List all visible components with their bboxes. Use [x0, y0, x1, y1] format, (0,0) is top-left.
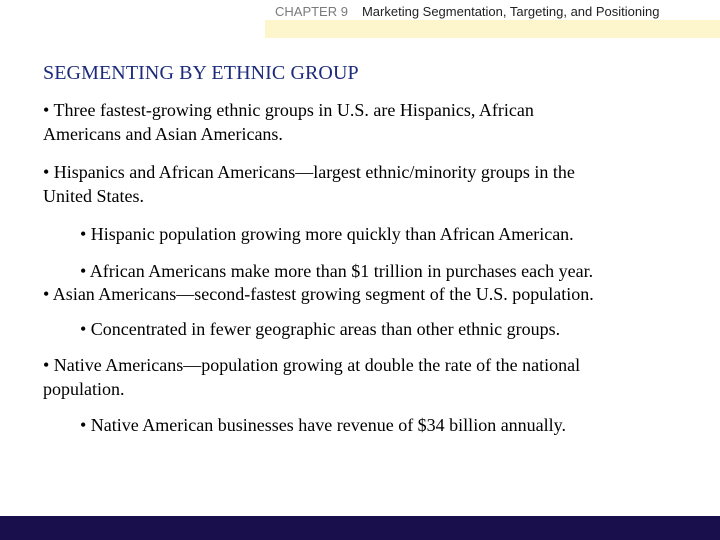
sub-bullet-hispanic-growth: • Hispanic population growing more quickly than African American.	[80, 224, 574, 244]
sub-bullet-geographic-concentration: • Concentrated in fewer geographic areas than other ethnic groups.	[80, 319, 561, 339]
footer-bar	[0, 516, 720, 540]
sub-bullet-african-american-purchases: • African Americans make more than $1 trillion in purchases each year.	[80, 261, 594, 281]
bullet-2-line-2: United States.	[43, 186, 144, 206]
sub-bullet-native-business-revenue: • Native American businesses have revenue of $34 billion annually.	[80, 415, 566, 435]
bullet-native-americans-line-2: population.	[43, 379, 125, 399]
chapter-subtitle: Marketing Segmentation, Targeting, and Positioning	[361, 4, 660, 19]
chapter-header	[275, 4, 659, 19]
bullet-asian-americans: • Asian Americans—second-fastest growing segment of the U.S. population.	[43, 284, 594, 304]
bullet-native-americans-line-1: • Native Americans—population growing at double the rate of the national	[43, 355, 581, 375]
slide-title: SEGMENTING BY ETHNIC GROUP	[43, 62, 359, 84]
bullet-1-line-1: • Three fastest-growing ethnic groups in U.S. are Hispanics, African	[43, 100, 534, 120]
bullet-2-line-1: • Hispanics and African Americans—largest ethnic/minority groups in the	[43, 162, 575, 182]
bullet-1-line-2: Americans and Asian Americans.	[43, 124, 283, 144]
chapter-label: CHAPTER 9	[275, 4, 348, 19]
